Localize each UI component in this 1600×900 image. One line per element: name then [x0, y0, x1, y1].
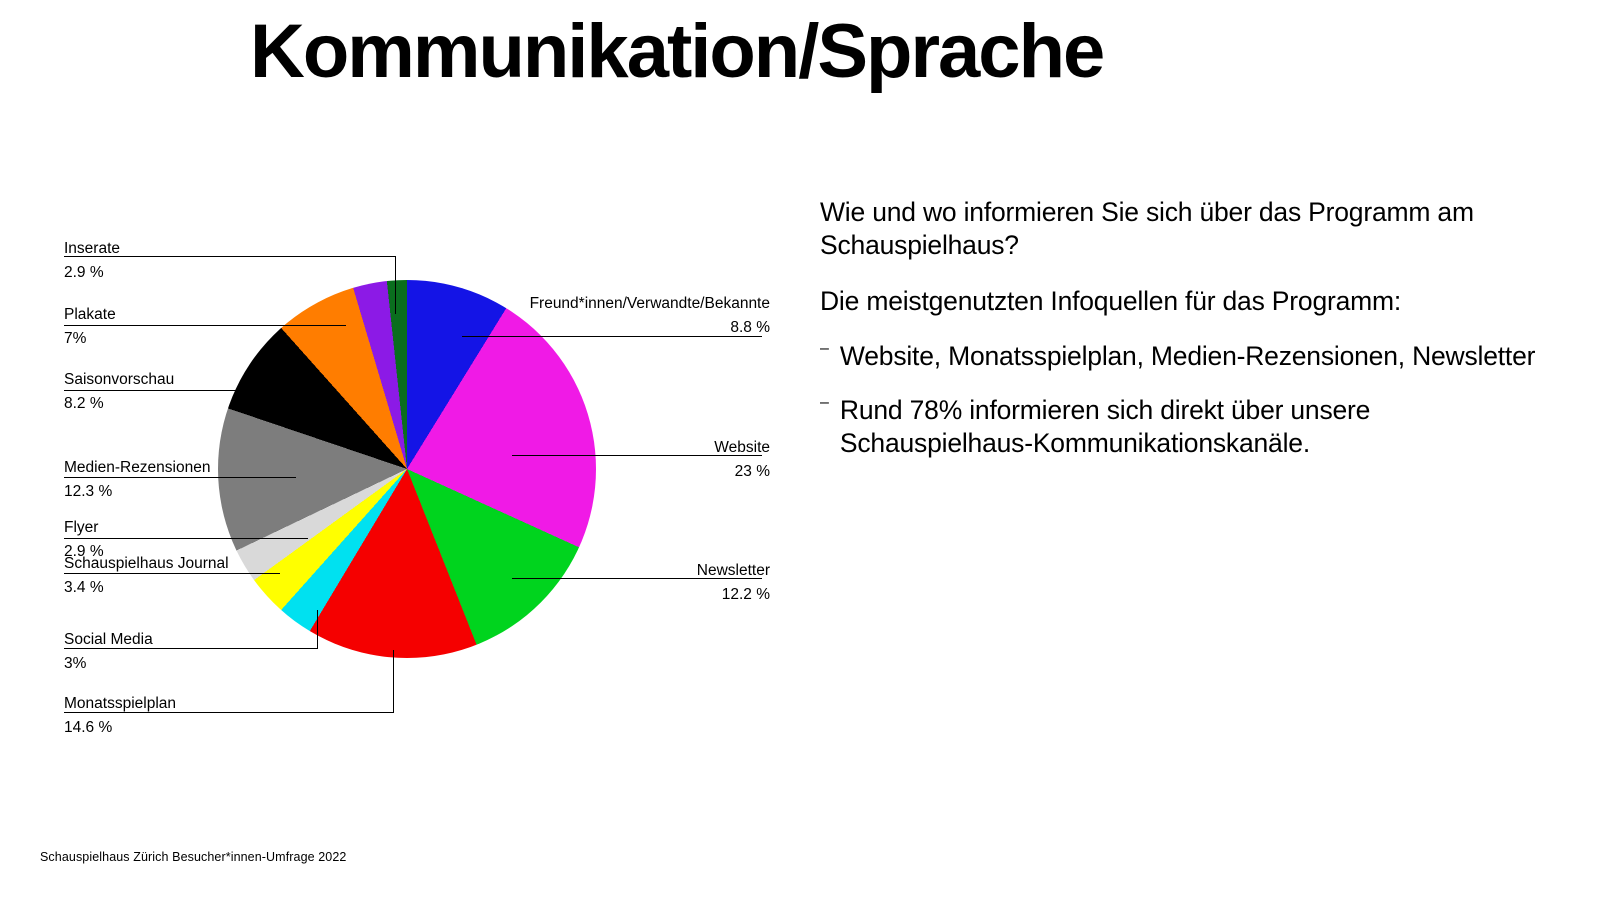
pie-label-schauspielhaus-journal-value: 3.4 %	[64, 579, 104, 597]
bullet-text-2: Rund 78% informieren sich direkt über unsere Schauspielhaus-Kommunikationskanäle.	[839, 394, 1371, 458]
pie-label-monatsspielplan	[64, 692, 176, 740]
pie-label-inserate-name: Inserate	[64, 240, 121, 257]
leader-line-inserate-vertical	[395, 256, 396, 314]
pie-label-website-value: 23 %	[734, 463, 770, 481]
pie-label-schauspielhaus-journal	[64, 552, 229, 600]
pie-label-freundinnen-value: 8.8 %	[730, 319, 770, 337]
pie-label-inserate	[64, 237, 120, 285]
pie-label-medien-rezensionen	[64, 456, 210, 504]
pie-label-saisonvorschau-name: Saisonvorschau	[64, 371, 175, 388]
pie-label-saisonvorschau-value: 8.2 %	[64, 395, 104, 413]
pie-label-freundinnen-name: Freund*innen/Verwandte/Bekannte	[529, 295, 770, 312]
pie-label-newsletter	[697, 559, 770, 607]
lead-text: Die meistgenutzten Infoquellen für das Programm:	[820, 285, 1402, 316]
pie-label-social-media-value: 3%	[64, 655, 87, 673]
footer-source: Schauspielhaus Zürich Besucher*innen-Umfrage 2022	[40, 850, 347, 864]
pie-label-saisonvorschau	[64, 368, 174, 416]
pie-label-monatsspielplan-name: Monatsspielplan	[64, 695, 177, 712]
pie-label-inserate-value: 2.9 %	[64, 264, 104, 282]
pie-label-newsletter-value: 12.2 %	[721, 586, 770, 604]
bullet-item-2	[820, 394, 1550, 461]
pie-label-medien-rezensionen-name: Medien-Rezensionen	[64, 459, 211, 476]
leader-line-monatsspielplan-vertical	[393, 650, 394, 713]
leader-line-social-media-vertical	[317, 610, 318, 649]
pie-label-flyer-name: Flyer	[64, 519, 99, 536]
bullet-item-1	[820, 340, 1550, 373]
pie-label-social-media	[64, 628, 153, 676]
bullet-text-1: Website, Monatsspielplan, Medien-Rezensionen, Newsletter	[839, 341, 1536, 372]
pie-label-medien-rezensionen-value: 12.3 %	[64, 483, 113, 501]
text-column	[820, 196, 1550, 480]
bullet-dash-2: –	[820, 393, 829, 411]
pie-label-plakate-name: Plakate	[64, 306, 116, 323]
pie-label-plakate-value: 7%	[64, 330, 87, 348]
pie-label-website-name: Website	[714, 439, 770, 456]
pie-label-flyer-value: 2.9 %	[64, 543, 104, 561]
pie-label-website	[714, 436, 770, 484]
pie-label-monatsspielplan-value: 14.6 %	[64, 719, 113, 737]
pie-label-freundinnen	[530, 292, 770, 340]
question-text: Wie und wo informieren Sie sich über das Programm am Schauspielhaus?	[820, 197, 1474, 261]
page-title: Kommunikation/Sprache	[250, 9, 1104, 94]
pie-label-social-media-name: Social Media	[64, 631, 153, 648]
bullet-dash-1: –	[820, 340, 829, 358]
pie-label-schauspielhaus-journal-name: Schauspielhaus Journal	[64, 555, 229, 572]
pie-label-newsletter-name: Newsletter	[696, 562, 770, 579]
pie-label-plakate	[64, 303, 116, 351]
